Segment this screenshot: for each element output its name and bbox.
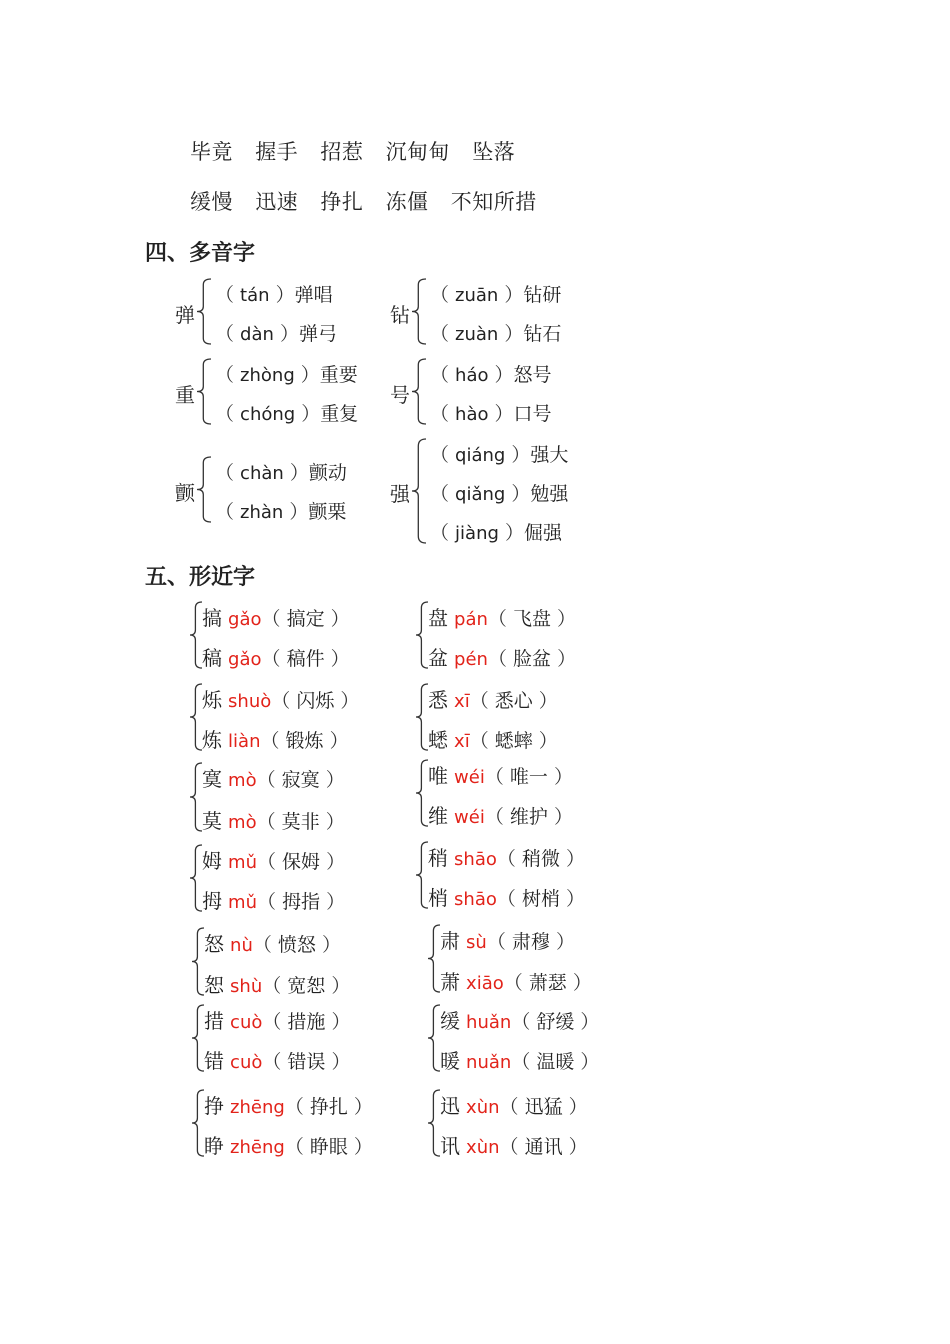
similar-char-entry — [428, 642, 576, 671]
close-paren: ） — [325, 975, 351, 997]
vocab-word: 迅速 — [255, 190, 299, 214]
open-paren: （ — [271, 690, 297, 712]
similar-char: 睁 — [204, 1134, 224, 1158]
pinyin: gǎo — [228, 609, 262, 630]
close-paren: ） — [547, 766, 573, 788]
open-paren: （ — [215, 501, 241, 523]
open-paren: （ — [261, 648, 287, 670]
close-paren: ） — [505, 483, 531, 505]
close-paren: ） — [347, 1136, 373, 1158]
pinyin: nuǎn — [466, 1052, 512, 1073]
open-paren: （ — [215, 364, 241, 386]
open-paren: （ — [284, 1136, 310, 1158]
polyphonic-reading — [430, 280, 561, 307]
open-paren: （ — [215, 284, 241, 306]
similar-char: 莫 — [202, 809, 222, 833]
example-word: 飞盘 — [512, 608, 551, 630]
brace-icon — [197, 358, 213, 425]
vocab-word: 握手 — [255, 140, 299, 164]
similar-char: 挣 — [204, 1094, 224, 1118]
similar-char: 搞 — [202, 606, 222, 630]
similar-char-entry — [202, 763, 345, 792]
pinyin: mò — [228, 812, 257, 833]
open-paren: （ — [511, 1011, 537, 1033]
similar-char-entry — [440, 1130, 588, 1159]
close-paren: ） — [320, 851, 346, 873]
example-word: 口号 — [513, 403, 552, 425]
close-paren: ） — [566, 972, 592, 994]
example-word: 唯一 — [509, 766, 548, 788]
pinyin: jiàng — [455, 523, 499, 544]
example-word: 迅猛 — [524, 1096, 563, 1118]
similar-char: 姆 — [202, 849, 222, 873]
close-paren: ） — [562, 1136, 588, 1158]
pinyin: nù — [230, 935, 253, 956]
open-paren: （ — [496, 888, 522, 910]
similar-char-entry — [202, 885, 345, 914]
polyphonic-reading — [215, 497, 346, 524]
polyphonic-reading — [215, 280, 333, 307]
brace-icon — [197, 278, 213, 345]
pinyin: liàn — [228, 731, 261, 752]
similar-char: 讯 — [440, 1134, 460, 1158]
example-word: 重要 — [319, 364, 358, 386]
polyphonic-reading — [430, 319, 561, 346]
example-word: 树梢 — [521, 888, 560, 910]
pinyin: xùn — [466, 1097, 500, 1118]
pinyin: sù — [466, 932, 487, 953]
similar-char-entry — [428, 602, 576, 631]
polyphonic-reading — [430, 399, 552, 426]
pinyin: shù — [230, 976, 263, 997]
similar-char: 措 — [204, 1009, 224, 1033]
example-word: 重复 — [320, 403, 359, 425]
similar-char-entry — [428, 724, 558, 753]
open-paren: （ — [257, 891, 283, 913]
example-word: 保姆 — [282, 851, 321, 873]
pinyin: shuò — [228, 691, 272, 712]
polyphonic-char: 钻 — [390, 302, 410, 327]
open-paren: （ — [469, 730, 495, 752]
example-word: 强大 — [530, 444, 569, 466]
pinyin: chóng — [240, 404, 296, 425]
similar-char-entry — [204, 969, 350, 998]
example-word: 温暖 — [536, 1051, 575, 1073]
example-word: 稿件 — [286, 648, 325, 670]
example-word: 愤怒 — [277, 934, 316, 956]
pinyin: mò — [228, 770, 257, 791]
example-word: 钻研 — [523, 284, 562, 306]
similar-char: 梢 — [428, 886, 448, 910]
open-paren: （ — [262, 1011, 288, 1033]
polyphonic-reading — [430, 479, 568, 506]
example-word: 睁眼 — [309, 1136, 348, 1158]
vocab-word: 冻僵 — [385, 190, 429, 214]
similar-char-entry — [440, 925, 575, 954]
open-paren: （ — [284, 1096, 310, 1118]
similar-char-entry — [428, 684, 558, 713]
close-paren: ） — [559, 888, 585, 910]
similar-char: 肃 — [440, 929, 460, 953]
open-paren: （ — [260, 730, 286, 752]
close-paren: ） — [319, 811, 345, 833]
polyphonic-char: 强 — [390, 482, 410, 506]
open-paren: （ — [262, 1051, 288, 1073]
pinyin: zuān — [455, 285, 499, 306]
open-paren: （ — [256, 769, 282, 791]
pinyin: wéi — [454, 767, 485, 788]
pinyin: zhēng — [230, 1097, 285, 1118]
similar-char: 迅 — [440, 1094, 460, 1118]
open-paren: （ — [430, 522, 456, 544]
close-paren: ） — [559, 848, 585, 870]
example-word: 措施 — [287, 1011, 326, 1033]
open-paren: （ — [430, 444, 456, 466]
open-paren: （ — [215, 323, 241, 345]
open-paren: （ — [511, 1051, 537, 1073]
open-paren: （ — [496, 848, 522, 870]
polyphonic-reading — [430, 440, 568, 467]
similar-char: 维 — [428, 804, 448, 828]
similar-char-entry — [440, 966, 592, 995]
close-paren: ） — [320, 891, 346, 913]
open-paren: （ — [215, 403, 241, 425]
pinyin: xī — [454, 691, 470, 712]
similar-char-entry — [204, 1045, 350, 1074]
close-paren: ） — [498, 522, 524, 544]
polyphonic-reading — [215, 399, 358, 426]
similar-char-entry — [440, 1090, 588, 1119]
polyphonic-char: 重 — [175, 382, 195, 407]
pinyin: tán — [240, 285, 270, 306]
brace-icon — [412, 358, 428, 425]
similar-char-entry — [204, 1090, 373, 1119]
close-paren: ） — [574, 1051, 600, 1073]
open-paren: （ — [430, 403, 456, 425]
example-word: 舒缓 — [536, 1011, 575, 1033]
similar-char-entry — [204, 928, 341, 957]
open-paren: （ — [430, 483, 456, 505]
pinyin: gǎo — [228, 649, 262, 670]
polyphonic-reading — [215, 458, 347, 485]
open-paren: （ — [430, 284, 456, 306]
brace-icon — [412, 438, 428, 544]
example-word: 稍微 — [521, 848, 560, 870]
close-paren: ） — [547, 806, 573, 828]
example-word: 钻石 — [523, 323, 562, 345]
similar-char: 稍 — [428, 846, 448, 870]
close-paren: ） — [283, 501, 309, 523]
pinyin: zuàn — [455, 324, 499, 345]
open-paren: （ — [484, 766, 510, 788]
vocab-word: 坠落 — [472, 140, 516, 164]
example-word: 搞定 — [286, 608, 325, 630]
example-word: 寂寞 — [281, 769, 320, 791]
close-paren: ） — [325, 1051, 351, 1073]
similar-char-entry — [202, 805, 345, 834]
similar-char: 蟋 — [428, 728, 448, 752]
pinyin: shāo — [454, 889, 497, 910]
similar-char: 暖 — [440, 1049, 460, 1073]
pinyin: zhòng — [240, 365, 295, 386]
close-paren: ） — [562, 1096, 588, 1118]
similar-char: 烁 — [202, 688, 222, 712]
close-paren: ） — [294, 364, 320, 386]
similar-char: 寞 — [202, 767, 222, 791]
close-paren: ） — [315, 934, 341, 956]
similar-char-entry — [440, 1045, 599, 1074]
close-paren: ） — [323, 730, 349, 752]
polyphonic-reading — [215, 360, 358, 387]
pinyin: háo — [455, 365, 489, 386]
polyphonic-reading — [430, 360, 552, 387]
vocab-word: 不知所措 — [450, 190, 537, 214]
pinyin: shāo — [454, 849, 497, 870]
open-paren: （ — [486, 931, 512, 953]
open-paren: （ — [257, 851, 283, 873]
pinyin: zhēng — [230, 1137, 285, 1158]
close-paren: ） — [488, 403, 514, 425]
close-paren: ） — [550, 608, 577, 630]
close-paren: ） — [324, 608, 350, 630]
vocab-row-1 — [190, 136, 530, 166]
close-paren: ） — [498, 323, 524, 345]
example-word: 肃穆 — [511, 931, 550, 953]
example-word: 闪烁 — [296, 690, 335, 712]
close-paren: ） — [532, 690, 558, 712]
pinyin: xī — [454, 731, 470, 752]
similar-char: 萧 — [440, 970, 460, 994]
brace-icon — [412, 278, 428, 345]
pinyin: pén — [454, 649, 488, 670]
similar-char: 炼 — [202, 728, 222, 752]
pinyin: chàn — [240, 463, 284, 484]
similar-char-entry — [428, 760, 573, 789]
similar-char: 怒 — [204, 932, 224, 956]
similar-char-entry — [202, 684, 359, 713]
example-word: 错误 — [287, 1051, 326, 1073]
similar-char: 盆 — [428, 646, 448, 670]
pinyin: zhàn — [240, 502, 284, 523]
polyphonic-char: 颤 — [175, 480, 195, 505]
example-word: 颤动 — [308, 462, 347, 484]
pinyin: qiáng — [455, 445, 506, 466]
example-word: 倔强 — [523, 522, 562, 544]
similar-char-entry — [204, 1130, 373, 1159]
polyphonic-reading — [430, 518, 562, 545]
vocab-word: 挣扎 — [320, 190, 364, 214]
close-paren: ） — [273, 323, 299, 345]
open-paren: （ — [430, 323, 456, 345]
open-paren: （ — [430, 364, 456, 386]
vocab-word: 缓慢 — [190, 190, 233, 214]
similar-char-entry — [202, 602, 350, 631]
pinyin: huǎn — [466, 1012, 512, 1033]
example-word: 维护 — [509, 806, 548, 828]
example-word: 弹弓 — [298, 323, 337, 345]
brace-icon — [197, 456, 213, 523]
vocab-row-2 — [190, 186, 552, 216]
similar-char: 稿 — [202, 646, 222, 670]
vocab-word: 招惹 — [320, 140, 364, 164]
close-paren: ） — [319, 769, 345, 791]
vocab-word: 毕竟 — [190, 140, 233, 164]
similar-char-entry — [202, 724, 349, 753]
close-paren: ） — [574, 1011, 600, 1033]
open-paren: （ — [256, 811, 282, 833]
pinyin: hào — [455, 404, 489, 425]
close-paren: ） — [347, 1096, 373, 1118]
close-paren: ） — [324, 648, 350, 670]
example-word: 宽恕 — [287, 975, 326, 997]
similar-char-entry — [202, 845, 345, 874]
close-paren: ） — [269, 284, 295, 306]
pinyin: mǔ — [228, 852, 257, 873]
open-paren: （ — [261, 608, 287, 630]
close-paren: ） — [532, 730, 558, 752]
similar-char: 盘 — [428, 606, 448, 630]
close-paren: ） — [283, 462, 309, 484]
close-paren: ） — [549, 931, 575, 953]
pinyin: pán — [454, 609, 488, 630]
example-word: 怒号 — [513, 364, 552, 386]
open-paren: （ — [503, 972, 529, 994]
example-word: 通讯 — [524, 1136, 563, 1158]
similar-char: 错 — [204, 1049, 224, 1073]
polyphonic-reading — [215, 319, 337, 346]
close-paren: ） — [488, 364, 514, 386]
polyphonic-char: 弹 — [175, 302, 195, 327]
similar-char-entry — [204, 1005, 350, 1034]
close-paren: ） — [295, 403, 321, 425]
close-paren: ） — [334, 690, 360, 712]
vocab-word: 沉甸甸 — [385, 140, 451, 164]
similar-char: 悉 — [428, 688, 448, 712]
pinyin: xùn — [466, 1137, 500, 1158]
close-paren: ） — [551, 648, 577, 670]
open-paren: （ — [499, 1136, 525, 1158]
example-word: 悉心 — [494, 690, 533, 712]
example-word: 锻炼 — [285, 730, 324, 752]
polyphonic-char: 号 — [390, 382, 410, 407]
similar-char: 缓 — [440, 1009, 460, 1033]
example-word: 勉强 — [530, 483, 569, 505]
pinyin: mǔ — [228, 892, 257, 913]
pinyin: wéi — [454, 807, 485, 828]
pinyin: xiāo — [466, 973, 504, 994]
example-word: 颤栗 — [308, 501, 347, 523]
example-word: 脸盆 — [513, 648, 552, 670]
pinyin: dàn — [240, 324, 274, 345]
open-paren: （ — [487, 648, 514, 670]
open-paren: （ — [262, 975, 288, 997]
similar-char: 唯 — [428, 764, 448, 788]
example-word: 挣扎 — [309, 1096, 348, 1118]
open-paren: （ — [499, 1096, 525, 1118]
similar-char-entry — [428, 800, 573, 829]
similar-char-entry — [202, 642, 350, 671]
pinyin: qiǎng — [455, 484, 506, 505]
section-heading-polyphonic: 四、多音字 — [145, 241, 256, 266]
close-paren: ） — [505, 444, 531, 466]
pinyin: cuò — [230, 1012, 263, 1033]
example-word: 弹唱 — [294, 284, 333, 306]
open-paren: （ — [484, 806, 510, 828]
example-word: 拇指 — [282, 891, 321, 913]
open-paren: （ — [487, 608, 513, 630]
pinyin: cuò — [230, 1052, 263, 1073]
section-heading-similar-chars: 五、形近字 — [145, 565, 256, 590]
similar-char-entry — [428, 842, 585, 871]
similar-char: 拇 — [202, 889, 222, 913]
close-paren: ） — [498, 284, 524, 306]
open-paren: （ — [469, 690, 495, 712]
example-word: 蟋蟀 — [494, 730, 533, 752]
similar-char-entry — [440, 1005, 599, 1034]
similar-char: 恕 — [204, 973, 224, 997]
close-paren: ） — [325, 1011, 351, 1033]
example-word: 萧瑟 — [528, 972, 567, 994]
open-paren: （ — [215, 462, 241, 484]
open-paren: （ — [252, 934, 278, 956]
example-word: 莫非 — [281, 811, 320, 833]
similar-char-entry — [428, 882, 585, 911]
